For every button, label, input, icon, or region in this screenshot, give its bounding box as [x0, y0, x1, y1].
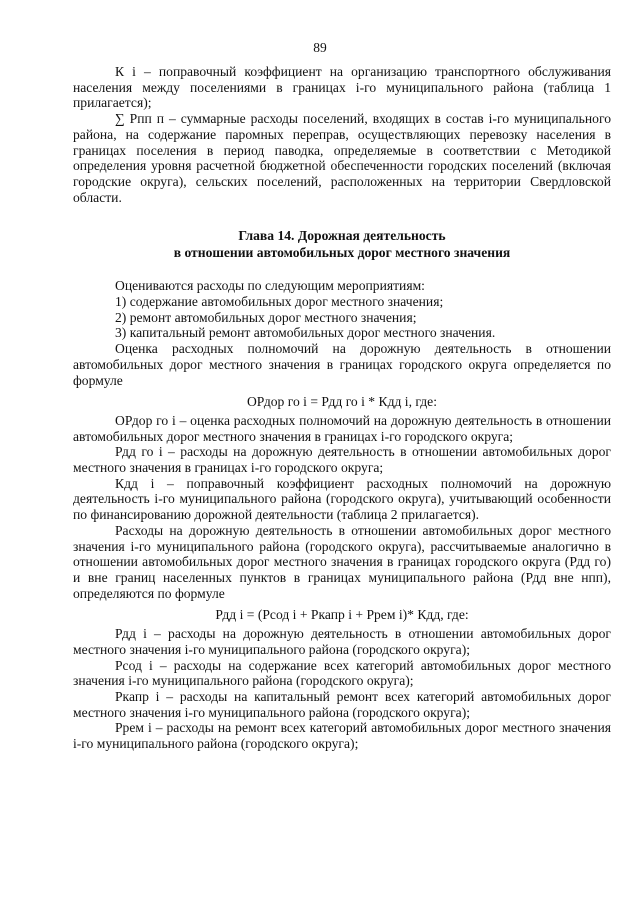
chapter-heading-line-2: в отношении автомобильных дорог местного значения: [173, 245, 511, 261]
list-item-2: 2) ремонт автомобильных дорог местного значения;: [115, 309, 417, 325]
paragraph-expenses: Расходы на дорожную деятельность в отношении автомобильных дорог местного значения i-го муниципального района (городского округа), рассчитываемые аналогично в отношении автомобильных дорог местного значения в границах городского округа (Рдд го) и вне границ населенных пунктов в границах муниципального района (Рдд вне нпп), определяются по формуле: [73, 522, 611, 601]
definition-rdd-go: Рдд го i – расходы на дорожную деятельность в отношении автомобильных дорог местного значения в границах i-го городского округа;: [73, 444, 611, 476]
list-item-3: 3) капитальный ремонт автомобильных дорог местного значения.: [115, 325, 496, 341]
chapter-heading-line-1: Глава 14. Дорожная деятельность: [238, 228, 446, 244]
definition-rrem: Ррем i – расходы на ремонт всех категорий автомобильных дорог местного значения i-го муниципального района (городского округа);: [73, 720, 611, 752]
definition-ordor: ОРдор го i – оценка расходных полномочий на дорожную деятельность в отношении автомобильных дорог местного значения в границах i-го городского округа;: [73, 412, 611, 444]
formula-rdd: Рдд i = (Рсод i + Ркапр i + Ррем i)* Кдд, где:: [215, 607, 469, 623]
paragraph-assessment: Оценка расходных полномочий на дорожную деятельность в отношении автомобильных дорог местного значения в границах городского округа определяется по формуле: [73, 341, 611, 388]
page-number: 89: [313, 40, 327, 55]
paragraph-k-coefficient: К i – поправочный коэффициент на организацию транспортного обслуживания населения между поселениями в границах i-го муниципального района (таблица 1 прилагается);: [73, 64, 611, 111]
definition-rsod: Рсод i – расходы на содержание всех категорий автомобильных дорог местного значения i-го муниципального района (городского округа);: [73, 657, 611, 689]
chapter-heading: [73, 227, 611, 261]
formula-ordor: ОРдор го i = Рдд го i * Кдд i, где:: [246, 394, 437, 410]
list-item-1: 1) содержание автомобильных дорог местного значения;: [115, 294, 444, 310]
paragraph-ferry-expenses: ∑ Рпп п – суммарные расходы поселений, входящих в состав i-го муниципального района, на содержание паромных переправ, осуществляющих перевозку населения в границах поселения в период паводка, определяемые в соответствии с Методикой определения уровня расчетной бюджетной обеспеченности городских поселений (включая городские округа), сельских поселений, расположенных на территории Свердловской области.: [73, 111, 611, 205]
definition-rkapr: Ркапр i – расходы на капитальный ремонт всех категорий автомобильных дорог местного значения i-го муниципального района (городского округа);: [73, 688, 611, 720]
definition-rdd: Рдд i – расходы на дорожную деятельность в отношении автомобильных дорог местного значения i-го муниципального района (городского округа);: [73, 626, 611, 657]
paragraph-intro: Оцениваются расходы по следующим мероприятиям:: [115, 278, 425, 294]
document-body: [73, 64, 611, 752]
definition-kdd: Кдд i – поправочный коэффициент расходных полномочий на дорожную деятельность i-го муниципального района (городского округа), учитывающий особенности по финансированию дорожной деятельности (таблица 2 прилагается).: [73, 475, 611, 523]
